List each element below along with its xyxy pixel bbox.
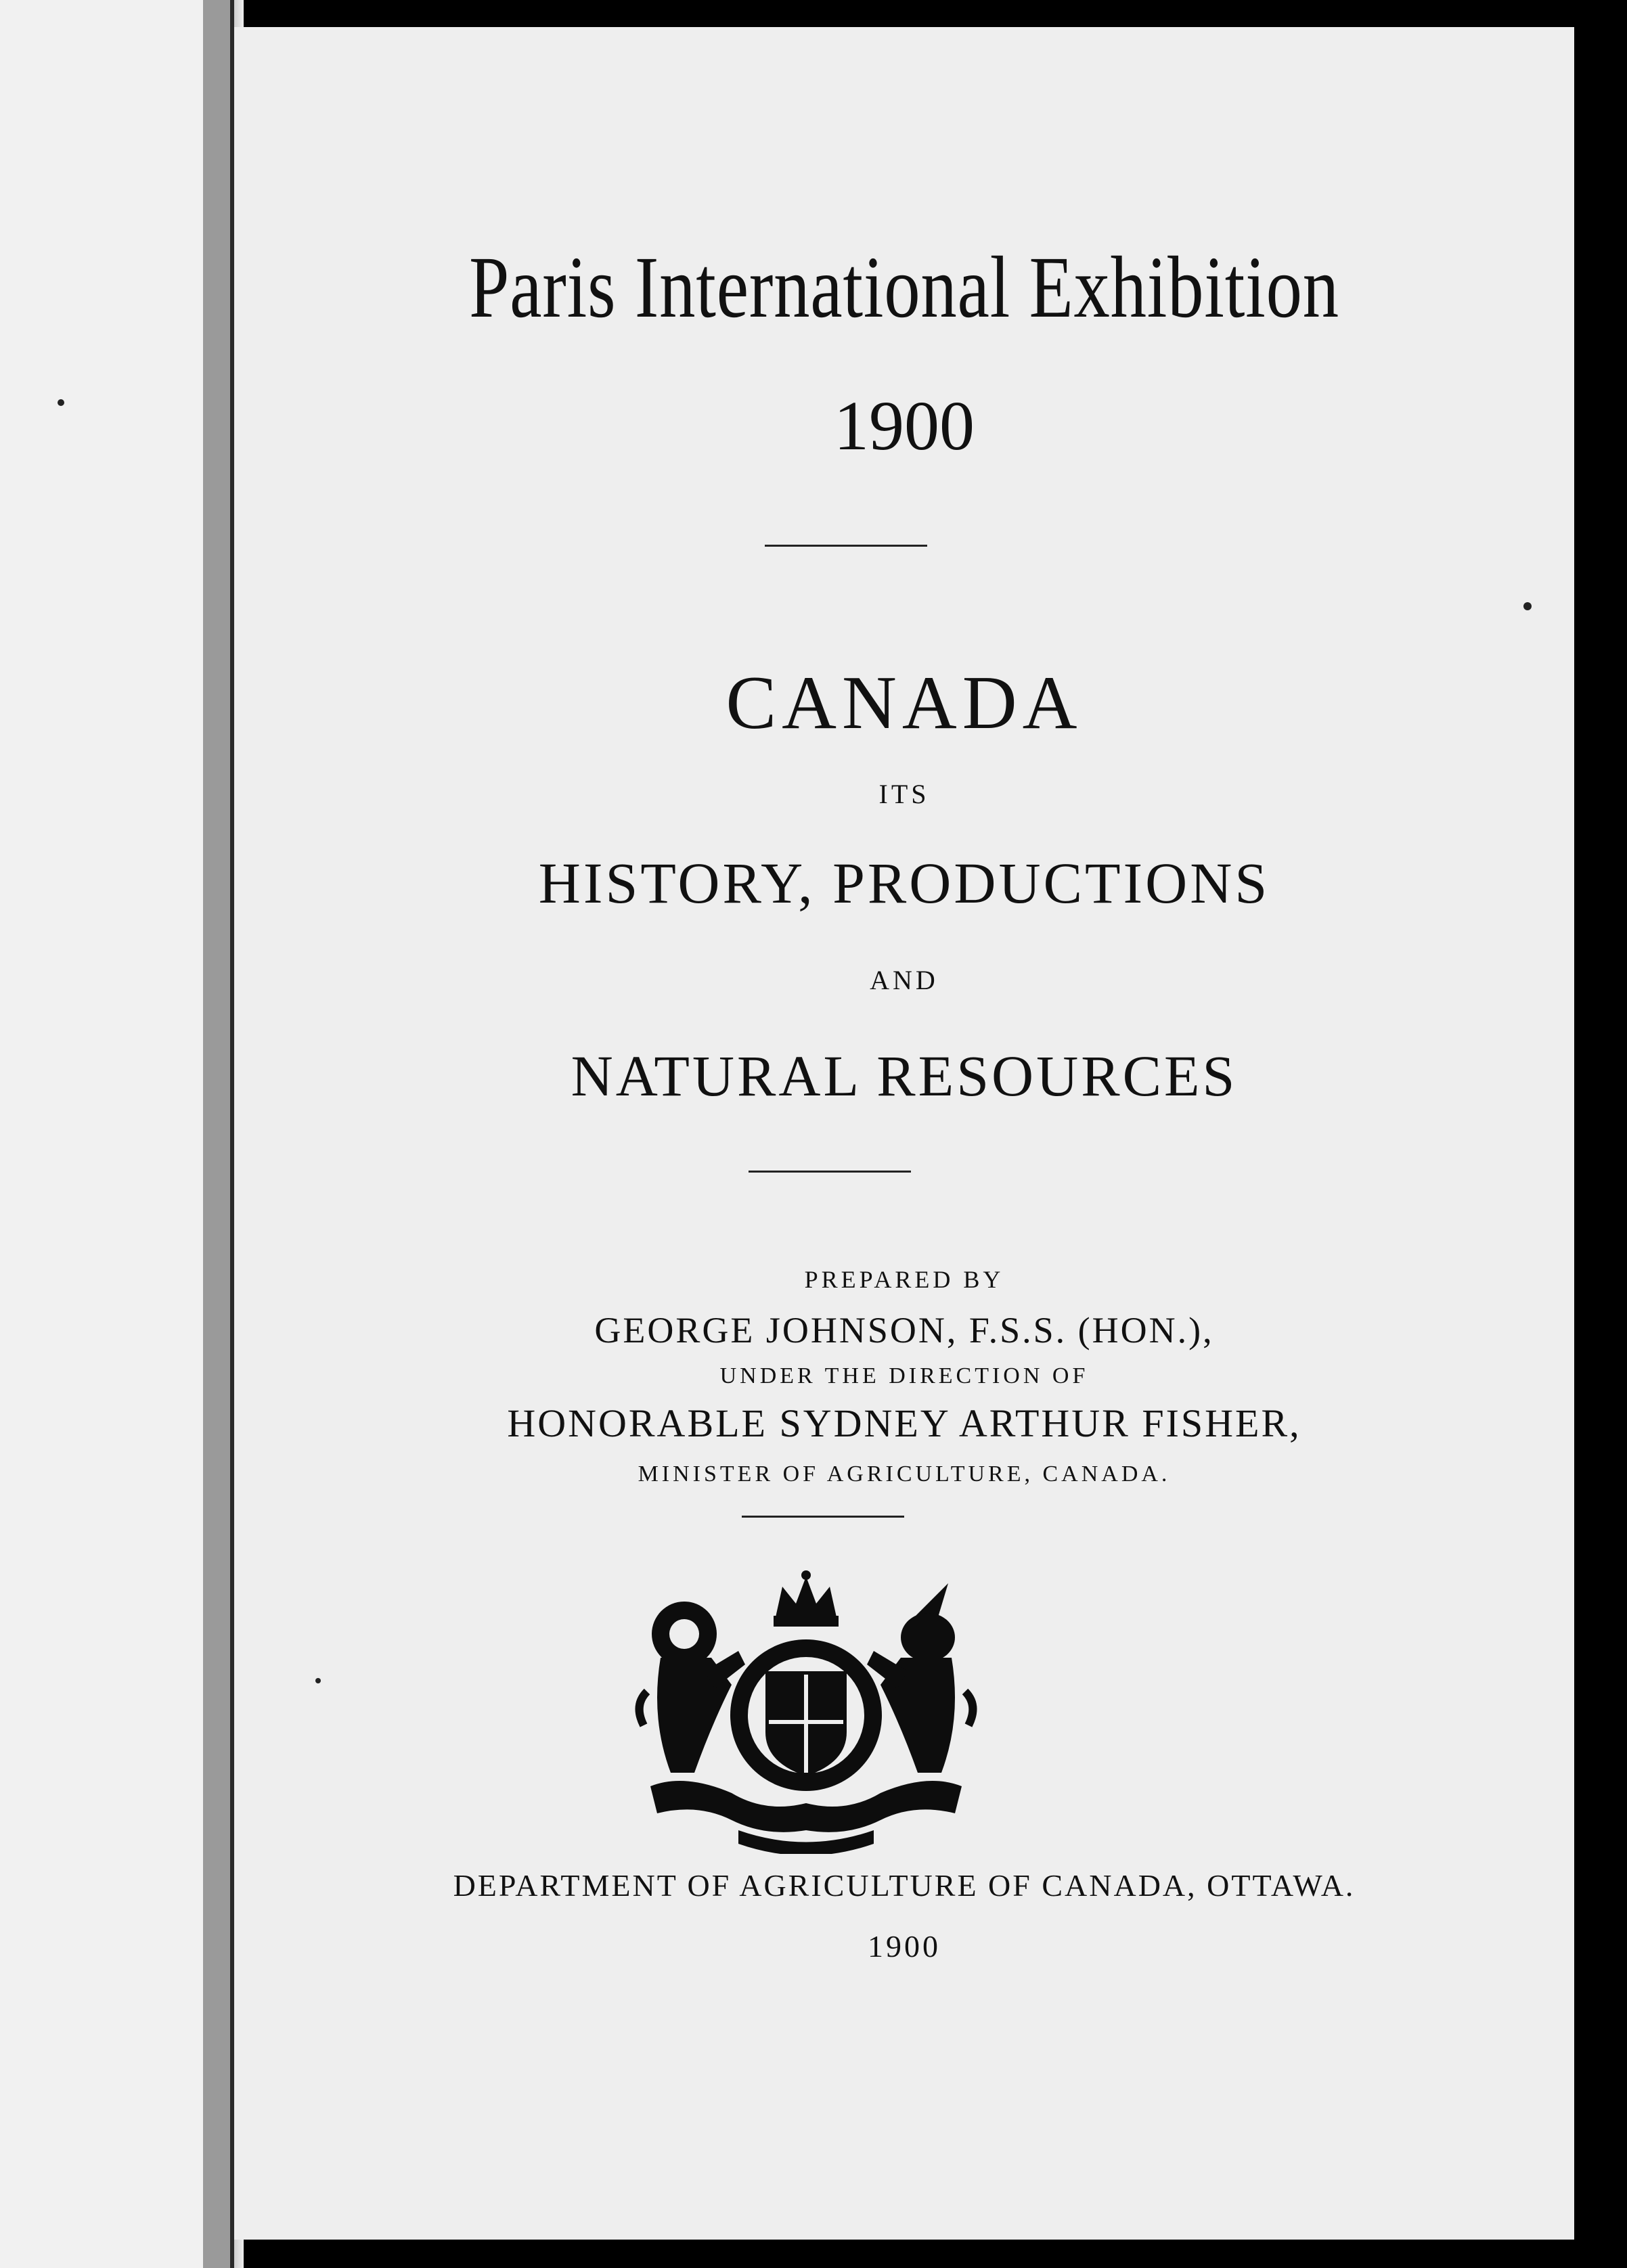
title-page: [234, 27, 1574, 2240]
subject-heading: CANADA: [726, 661, 1083, 745]
scan-speck: [315, 1678, 321, 1683]
and-connector: AND: [870, 965, 939, 995]
department-imprint: DEPARTMENT OF AGRICULTURE OF CANADA, OTTAWA.: [453, 1868, 1356, 1903]
crown-icon: [774, 1570, 839, 1627]
unicorn-supporter-icon: [867, 1583, 973, 1773]
exhibition-title: Paris International Exhibition: [469, 239, 1339, 336]
book-gutter: [203, 0, 234, 2268]
lion-supporter-icon: [640, 1602, 745, 1773]
divider-rule: [749, 1171, 911, 1173]
imprint-year: 1900: [868, 1929, 941, 1964]
scan-speck: [58, 399, 64, 406]
prepared-by-label: PREPARED BY: [804, 1266, 1004, 1293]
its-connector: ITS: [878, 779, 930, 809]
left-page-edge: [0, 0, 203, 2268]
divider-rule: [742, 1516, 904, 1518]
scan-speck: [1523, 602, 1532, 610]
topics-line-2: NATURAL RESOURCES: [571, 1043, 1238, 1108]
direction-label: UNDER THE DIRECTION OF: [719, 1363, 1089, 1388]
topics-line-1: HISTORY, PRODUCTIONS: [538, 850, 1270, 915]
exhibition-year: 1900: [834, 387, 975, 465]
garter-shield-icon: [730, 1639, 882, 1791]
author-name: GEORGE JOHNSON, F.S.S. (HON.),: [594, 1310, 1214, 1351]
motto-scroll-icon: [650, 1781, 962, 1854]
coat-of-arms-emblem: [630, 1570, 982, 1854]
minister-title: MINISTER OF AGRICULTURE, CANADA.: [638, 1461, 1171, 1487]
minister-name: HONORABLE SYDNEY ARTHUR FISHER,: [507, 1401, 1301, 1445]
divider-rule: [765, 545, 927, 547]
